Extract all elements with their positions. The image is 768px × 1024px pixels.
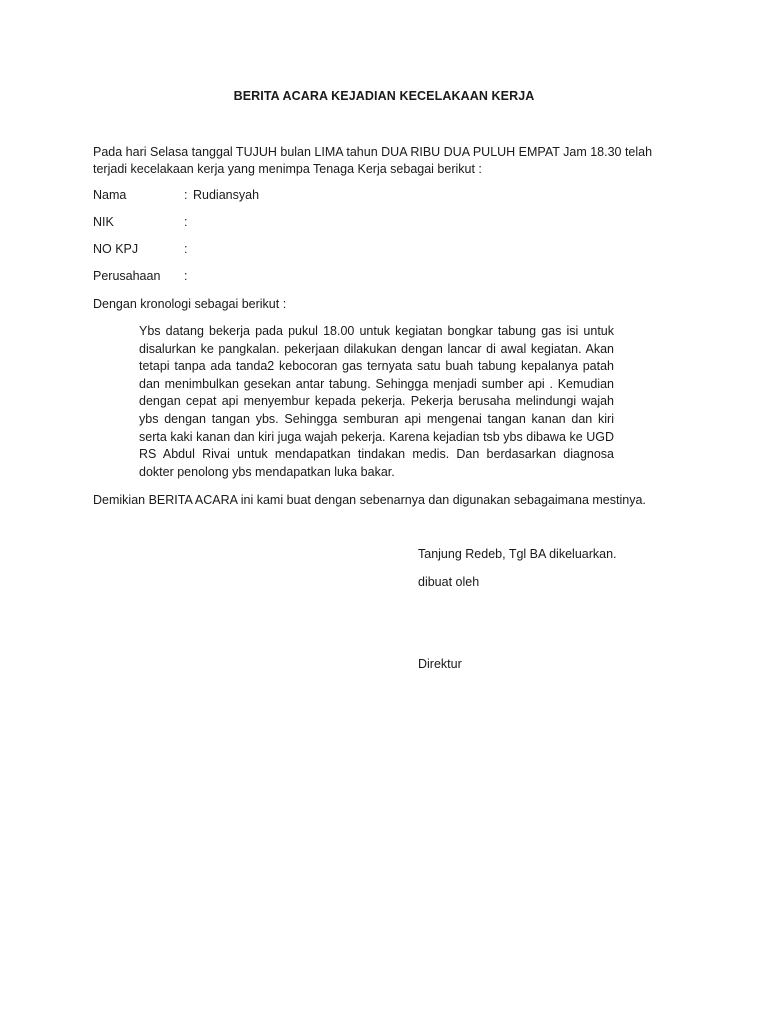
field-nama — [93, 187, 593, 204]
field-label: NO KPJ — [93, 242, 139, 256]
document-title: BERITA ACARA KEJADIAN KECELAKAAN KERJA — [233, 89, 535, 103]
field-value: Rudiansyah — [193, 188, 260, 202]
field-no-kpj — [93, 241, 593, 258]
field-colon: : — [184, 242, 188, 256]
field-label: NIK — [93, 215, 114, 229]
kronologi-intro: Dengan kronologi sebagai berikut : — [93, 297, 287, 311]
field-colon: : — [184, 269, 188, 283]
intro-paragraph: Pada hari Selasa tanggal TUJUH bulan LIMA tahun DUA RIBU DUA PULUH EMPAT Jam 18.30 telah terjadi kecelakaan kerja yang menimpa Tenaga Kerja sebagai berikut : — [93, 145, 653, 176]
field-label: Perusahaan — [93, 269, 161, 283]
field-colon: : — [184, 215, 188, 229]
field-perusahaan — [93, 268, 593, 285]
closing-paragraph: Demikian BERITA ACARA ini kami buat dengan sebenarnya dan digunakan sebagaimana mestinya. — [93, 493, 646, 507]
signature-position: Direktur — [418, 657, 462, 671]
field-nik — [93, 214, 593, 231]
signature-place-date: Tanjung Redeb, Tgl BA dikeluarkan. — [418, 547, 617, 561]
signature-made-by: dibuat oleh — [418, 575, 480, 589]
kronologi-paragraph: Ybs datang bekerja pada pukul 18.00 untuk kegiatan bongkar tabung gas isi untuk disalurkan ke pangkalan. pekerjaan dilakukan dengan lancar di awal kegiatan. Akan tetapi tanpa ada tanda2 kebocoran gas ternyata satu buah tabung kepalanya patah dan menimbulkan gesekan antar tabung. Sehingga menjadi sumber api . Kemudian dengan cepat api menyembur kepada pekerja. Pekerja berusaha melindungi wajah ybs dengan tangan ybs. Sehingga semburan api mengenai tangan kanan dan kiri serta kaki kanan dan kiri juga wajah pekerja. Karena kejadian tsb ybs dibawa ke UGD RS Abdul Rivai untuk mendapatkan tindakan medis. Dan berdasarkan diagnosa dokter penolong ybs mendapatkan luka bakar. — [139, 324, 614, 479]
field-colon: : — [184, 188, 188, 202]
field-label: Nama — [93, 188, 127, 202]
